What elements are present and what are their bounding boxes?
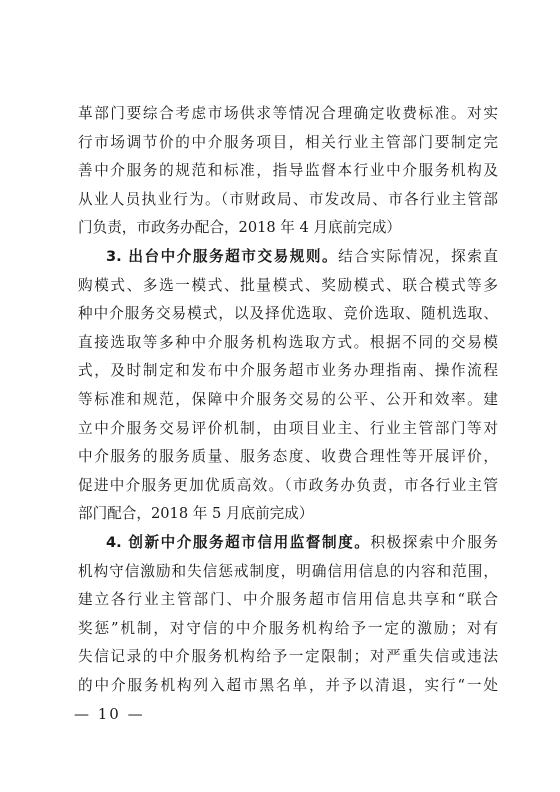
paragraph-credit-supervision <box>78 529 498 701</box>
text-line: 种中介服务交易模式，以及择优选取、竞价选取、随机选取、 <box>78 305 498 323</box>
page-number: — 10 — <box>74 705 145 723</box>
text-line: 立中介服务交易评价机制，由项目业主、行业主管部门等对 <box>78 419 498 437</box>
text-line: 等标准和规范，保障中介服务交易的公平、公开和效率。建 <box>78 390 498 408</box>
text-line: 购模式、多选一模式、批量模式、奖励模式、联合模式等多 <box>78 276 498 294</box>
paragraph-trading-rules <box>78 243 498 529</box>
text-line: 机构守信激励和失信惩戒制度，明确信用信息的内容和范围， <box>78 562 498 580</box>
text-line: 中介服务的服务质量、服务态度、收费合理性等开展评价， <box>78 448 498 466</box>
text-line: 革部门要综合考虑市场供求等情况合理确定收费标准。对实 <box>78 105 498 122</box>
text-line: 部门配合，2018 年 5 月底前完成） <box>78 505 314 523</box>
text-line: 失信记录的中介服务机构给予一定限制；对严重失信或违法 <box>78 648 498 666</box>
text-line: 从业人员执业行为。（市财政局、市发改局、市各行业主管部 <box>78 190 498 208</box>
text-line: 门负责，市政务办配合，2018 年 4 月底前完成） <box>78 219 402 237</box>
paragraph-fee-standards <box>78 100 498 243</box>
text-line-first <box>78 529 498 558</box>
text-fragment: 积极探索中介服务 <box>370 534 498 551</box>
text-line: 的中介服务机构列入超市黑名单，并予以清退，实行“一处 <box>78 676 498 694</box>
text-fragment: 结合实际情况，探索直 <box>338 248 498 265</box>
text-line: 善中介服务的规范和标准，指导监督本行业中介服务机构及 <box>78 162 498 180</box>
text-line: 式，及时制定和发布中介服务超市业务办理指南、操作流程 <box>78 362 498 380</box>
section-heading-4: 4. 创新中介服务超市信用监督制度。 <box>106 534 371 551</box>
text-line: 促进中介服务更加优质高效。（市政务办负责，市各行业主管 <box>78 476 498 494</box>
text-line: 建立各行业主管部门、中介服务超市信用信息共享和“联合 <box>78 591 498 609</box>
text-line: 直接选取等多种中介服务机构选取方式。根据不同的交易模 <box>78 333 498 351</box>
text-line: 奖惩”机制，对守信的中介服务机构给予一定的激励；对有 <box>78 619 498 637</box>
text-line-first <box>78 243 498 272</box>
text-line: 行市场调节价的中介服务项目，相关行业主管部门要制定完 <box>78 133 498 151</box>
section-heading-3: 3. 出台中介服务超市交易规则。 <box>106 248 339 265</box>
